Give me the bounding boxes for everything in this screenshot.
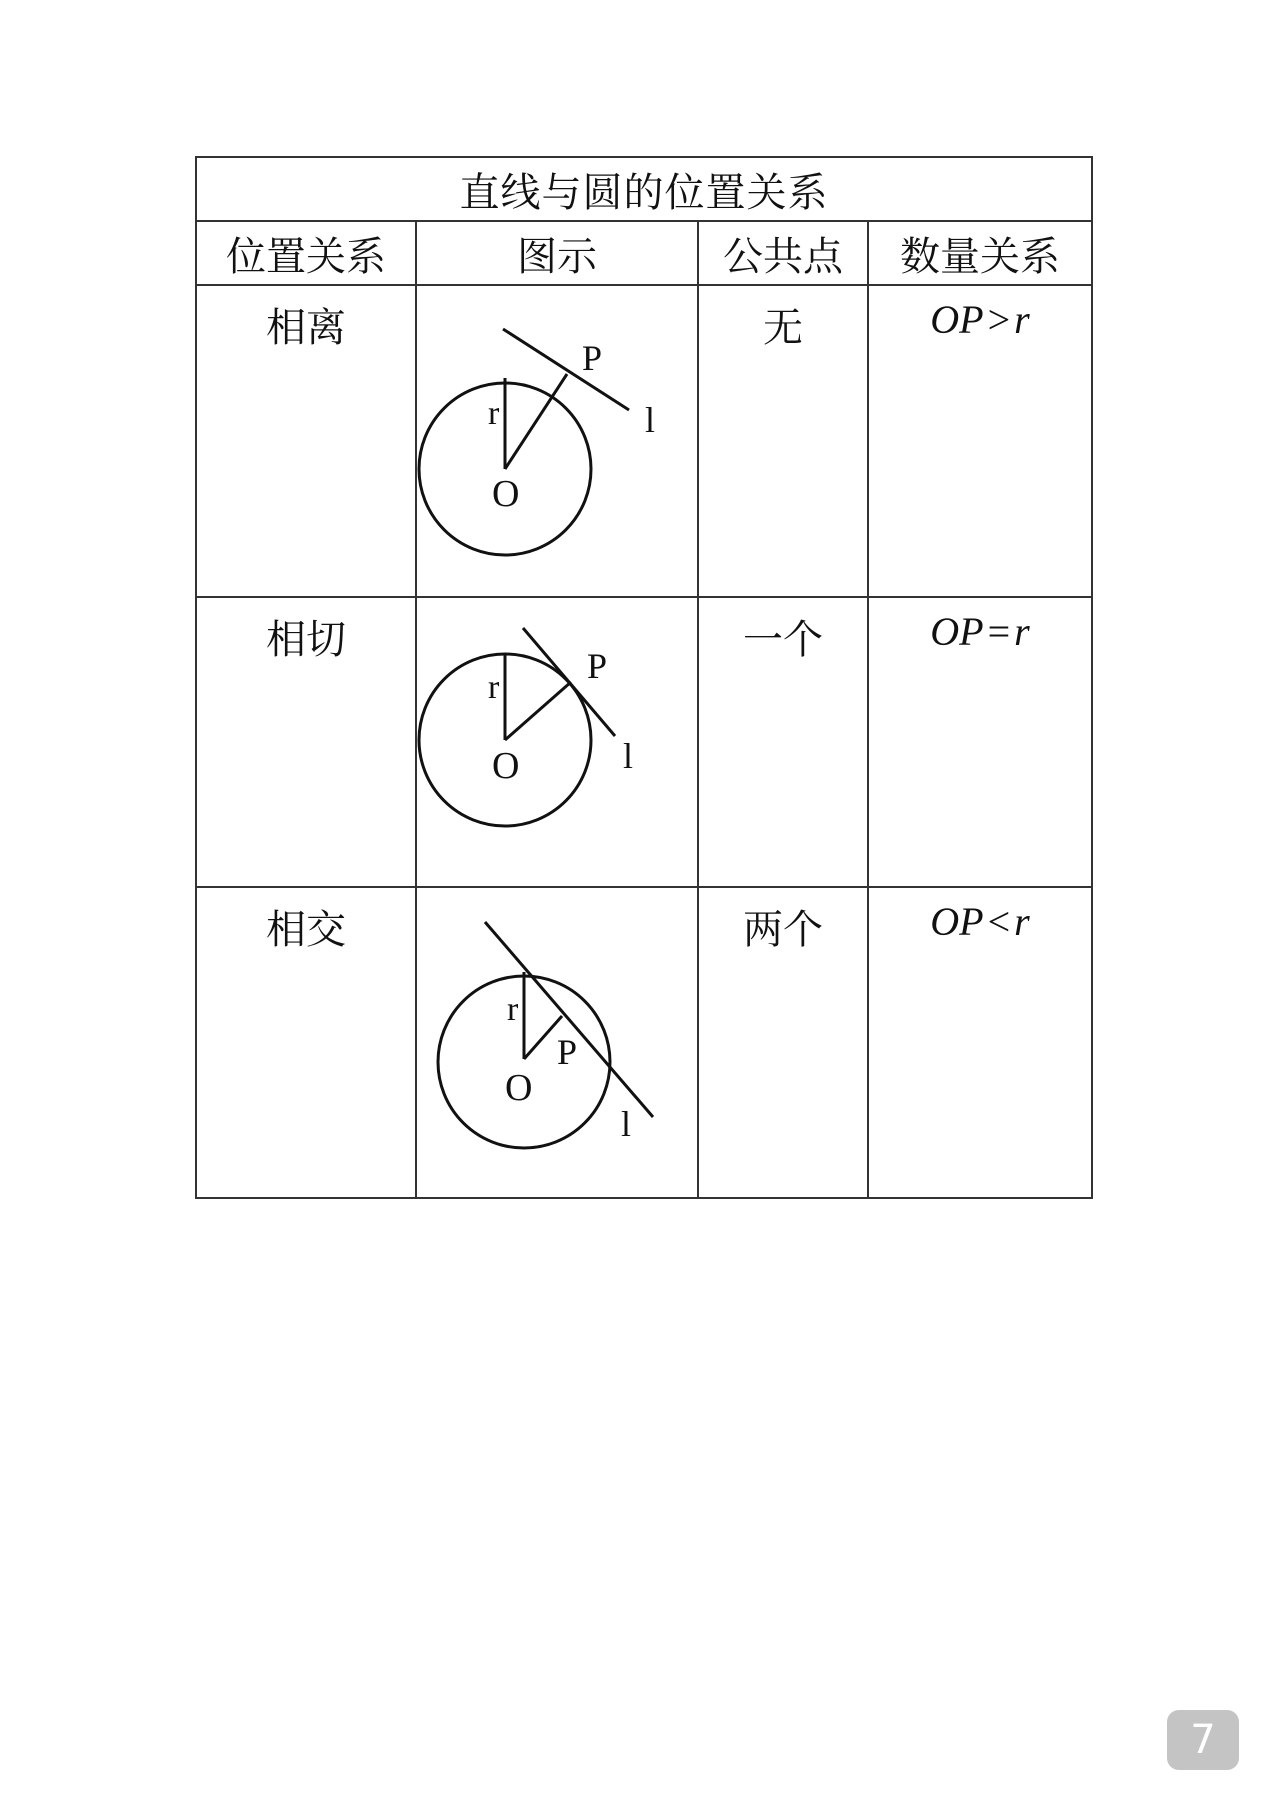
formula-text: [869, 888, 1091, 945]
tangent-diagram: [417, 598, 699, 886]
formula-operator: =: [987, 609, 1011, 654]
intersect-diagram: [417, 888, 699, 1197]
relation-text: 相离: [266, 305, 346, 351]
relation-cell: [196, 597, 416, 887]
page-number-badge[interactable]: 7: [1167, 1710, 1239, 1770]
line-label: l: [621, 1104, 632, 1144]
table-row: [196, 597, 1092, 887]
common-points-text: 两个: [743, 907, 823, 953]
line-label: l: [645, 400, 656, 440]
formula-operator: <: [987, 899, 1011, 944]
center-label: O: [492, 745, 520, 787]
diagram-cell: [416, 597, 698, 887]
formula-right: r: [1014, 609, 1030, 654]
radius-label: r: [488, 395, 500, 432]
formula-right: r: [1014, 899, 1030, 944]
header-common-points: 公共点: [698, 221, 868, 285]
header-relation: 位置关系: [196, 221, 416, 285]
common-points-text: 一个: [743, 617, 823, 663]
relation-text: 相交: [266, 907, 346, 953]
table-row: [196, 887, 1092, 1198]
center-label: O: [505, 1067, 533, 1109]
point-label: P: [557, 1032, 578, 1072]
formula-left: OP: [930, 297, 984, 342]
line-label: l: [623, 736, 634, 776]
op-segment: [505, 682, 571, 740]
common-points-text: 无: [763, 305, 803, 351]
formula-left: OP: [930, 899, 984, 944]
relation-cell: [196, 887, 416, 1198]
header-quantity-relation: 数量关系: [868, 221, 1092, 285]
common-points-cell: [698, 887, 868, 1198]
relation-text: 相切: [266, 617, 346, 663]
diagram-cell: [416, 887, 698, 1198]
table-title: 直线与圆的位置关系: [196, 157, 1092, 221]
quantity-relation-cell: [868, 285, 1092, 597]
formula-left: OP: [930, 609, 984, 654]
formula-text: [869, 598, 1091, 655]
table-row: [196, 285, 1092, 597]
separate-diagram: [417, 286, 699, 596]
line-circle-relation-table: [195, 156, 1093, 1199]
common-points-cell: [698, 285, 868, 597]
formula-text: [869, 286, 1091, 343]
point-label: P: [582, 338, 603, 378]
header-diagram: 图示: [416, 221, 698, 285]
line-l: [503, 329, 629, 410]
formula-operator: >: [987, 297, 1011, 342]
quantity-relation-cell: [868, 887, 1092, 1198]
diagram-cell: [416, 285, 698, 597]
radius-label: r: [488, 669, 500, 706]
header-row: [196, 221, 1092, 285]
center-label: O: [492, 473, 520, 515]
common-points-cell: [698, 597, 868, 887]
quantity-relation-cell: [868, 597, 1092, 887]
formula-right: r: [1014, 297, 1030, 342]
relation-cell: [196, 285, 416, 597]
radius-label: r: [507, 991, 519, 1028]
point-label: P: [587, 646, 608, 686]
